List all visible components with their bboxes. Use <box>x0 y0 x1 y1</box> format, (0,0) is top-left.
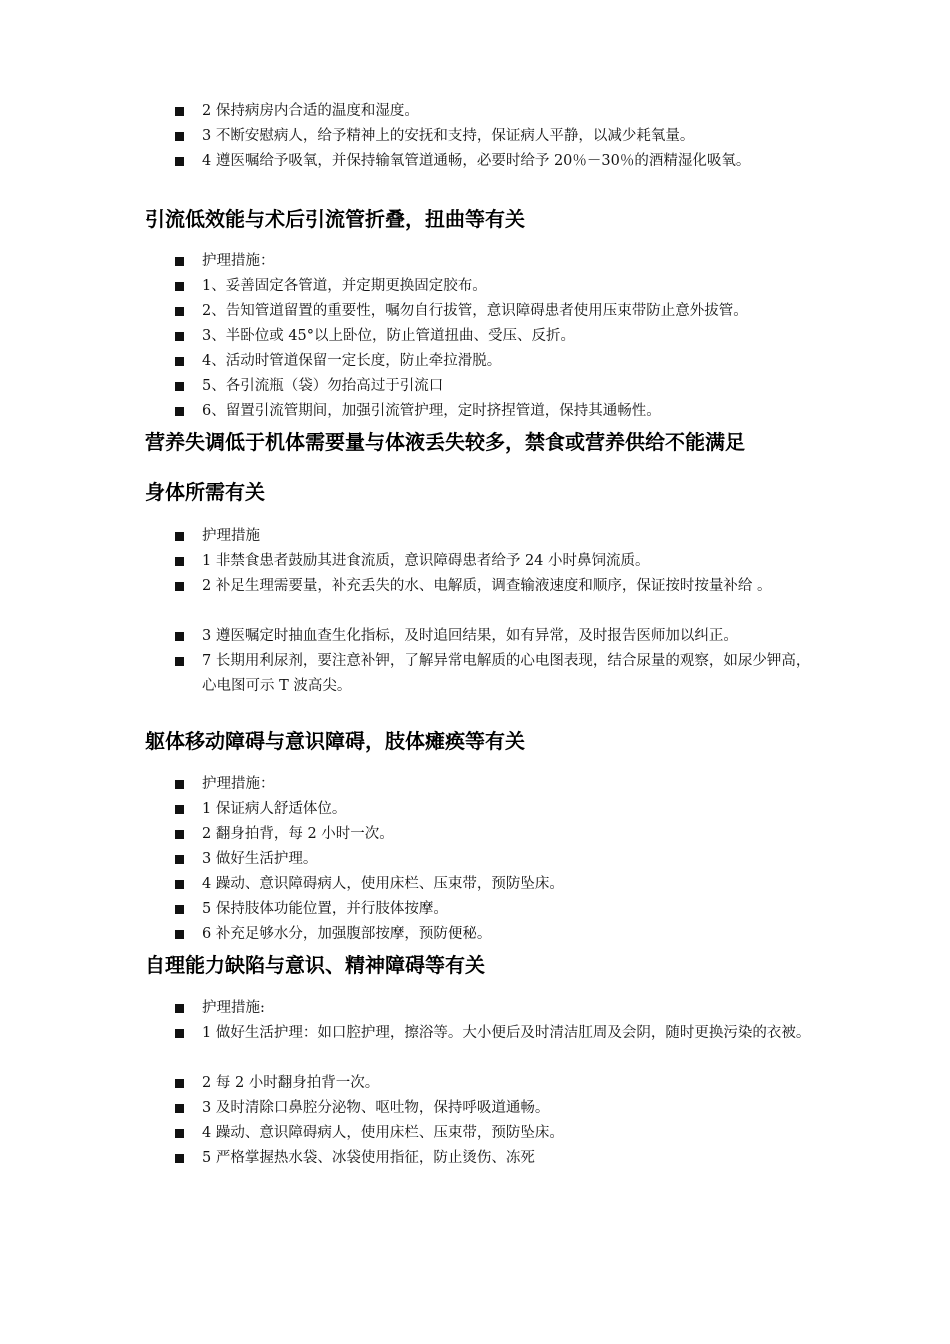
square-bullet-icon <box>175 632 184 641</box>
square-bullet-icon <box>175 332 184 341</box>
list-item: 4 遵医嘱给予吸氧，并保持输氧管道通畅，必要时给予 20％－30％的酒精湿化吸氧。 <box>172 149 812 174</box>
list-item: 3 做好生活护理。 <box>172 847 812 872</box>
square-bullet-icon <box>175 1129 184 1138</box>
section-heading-nutrition: 营养失调低于机体需要量与体液丢失较多，禁食或营养供给不能满足 <box>145 430 745 454</box>
list-item: 护理措施： <box>172 772 812 797</box>
list-item: 2 保持病房内合适的温度和湿度。 <box>172 99 812 124</box>
square-bullet-icon <box>175 830 184 839</box>
list-item: 5 保持肢体功能位置，并行肢体按摩。 <box>172 897 812 922</box>
list-item: 1 做好生活护理：如口腔护理，擦浴等。大小便后及时清洁肛周及会阴，随时更换污染的衣被。 <box>172 1021 812 1071</box>
list-item: 3、半卧位或 45°以上卧位，防止管道扭曲、受压、反折。 <box>172 324 812 349</box>
bullet-list-drainage <box>172 249 812 424</box>
square-bullet-icon <box>175 157 184 166</box>
bullet-list-mobility <box>172 772 812 947</box>
list-item: 3 不断安慰病人，给予精神上的安抚和支持，保证病人平静，以减少耗氧量。 <box>172 124 812 149</box>
list-item: 2 每 2 小时翻身拍背一次。 <box>172 1071 812 1096</box>
list-item: 3 及时清除口鼻腔分泌物、呕吐物，保持呼吸道通畅。 <box>172 1096 812 1121</box>
list-item: 4 躁动、意识障碍病人，使用床栏、压束带，预防坠床。 <box>172 1121 812 1146</box>
list-item: 1 保证病人舒适体位。 <box>172 797 812 822</box>
square-bullet-icon <box>175 407 184 416</box>
list-item: 6、留置引流管期间，加强引流管护理，定时挤捏管道，保持其通畅性。 <box>172 399 812 424</box>
square-bullet-icon <box>175 382 184 391</box>
list-item: 5、各引流瓶（袋）勿抬高过于引流口 <box>172 374 812 399</box>
square-bullet-icon <box>175 905 184 914</box>
list-item: 护理措施： <box>172 249 812 274</box>
list-item: 护理措施: <box>172 996 812 1021</box>
list-item: 7 长期用利尿剂，要注意补钾，了解异常电解质的心电图表现，结合尿量的观察，如尿少钾高，心电图可示 T 波高尖。 <box>172 649 812 699</box>
square-bullet-icon <box>175 257 184 266</box>
list-item: 5 严格掌握热水袋、冰袋使用指征，防止烫伤、冻死 <box>172 1146 812 1171</box>
square-bullet-icon <box>175 532 184 541</box>
square-bullet-icon <box>175 930 184 939</box>
list-item: 6 补充足够水分，加强腹部按摩，预防便秘。 <box>172 922 812 947</box>
section-heading-self-care: 自理能力缺陷与意识、精神障碍等有关 <box>145 953 485 977</box>
list-item: 3 遵医嘱定时抽血查生化指标，及时追回结果，如有异常，及时报告医师加以纠正。 <box>172 624 812 649</box>
square-bullet-icon <box>175 1154 184 1163</box>
square-bullet-icon <box>175 780 184 789</box>
square-bullet-icon <box>175 557 184 566</box>
square-bullet-icon <box>175 1004 184 1013</box>
square-bullet-icon <box>175 1029 184 1038</box>
list-item: 4、活动时管道保留一定长度，防止牵拉滑脱。 <box>172 349 812 374</box>
bullet-list-self-care <box>172 996 812 1171</box>
square-bullet-icon <box>175 107 184 116</box>
square-bullet-icon <box>175 657 184 666</box>
section-heading-mobility: 躯体移动障碍与意识障碍，肢体瘫痪等有关 <box>145 729 525 753</box>
section-heading-drainage: 引流低效能与术后引流管折叠，扭曲等有关 <box>145 207 525 231</box>
square-bullet-icon <box>175 880 184 889</box>
list-item: 2 翻身拍背，每 2 小时一次。 <box>172 822 812 847</box>
bullet-list-oxygen-care <box>172 99 812 174</box>
square-bullet-icon <box>175 282 184 291</box>
bullet-list-nutrition <box>172 524 812 699</box>
section-heading-nutrition-continued: 身体所需有关 <box>145 480 265 504</box>
list-item: 4 躁动、意识障碍病人，使用床栏、压束带，预防坠床。 <box>172 872 812 897</box>
square-bullet-icon <box>175 855 184 864</box>
list-item: 2 补足生理需要量，补充丢失的水、电解质，调查输液速度和顺序，保证按时按量补给 。 <box>172 574 812 624</box>
square-bullet-icon <box>175 1104 184 1113</box>
square-bullet-icon <box>175 357 184 366</box>
list-item: 1、妥善固定各管道，并定期更换固定胶布。 <box>172 274 812 299</box>
square-bullet-icon <box>175 132 184 141</box>
square-bullet-icon <box>175 1079 184 1088</box>
list-item: 2、告知管道留置的重要性，嘱勿自行拔管，意识障碍患者使用压束带防止意外拔管。 <box>172 299 812 324</box>
square-bullet-icon <box>175 805 184 814</box>
square-bullet-icon <box>175 582 184 591</box>
square-bullet-icon <box>175 307 184 316</box>
list-item: 护理措施 <box>172 524 812 549</box>
list-item: 1 非禁食患者鼓励其进食流质，意识障碍患者给予 24 小时鼻饲流质。 <box>172 549 812 574</box>
